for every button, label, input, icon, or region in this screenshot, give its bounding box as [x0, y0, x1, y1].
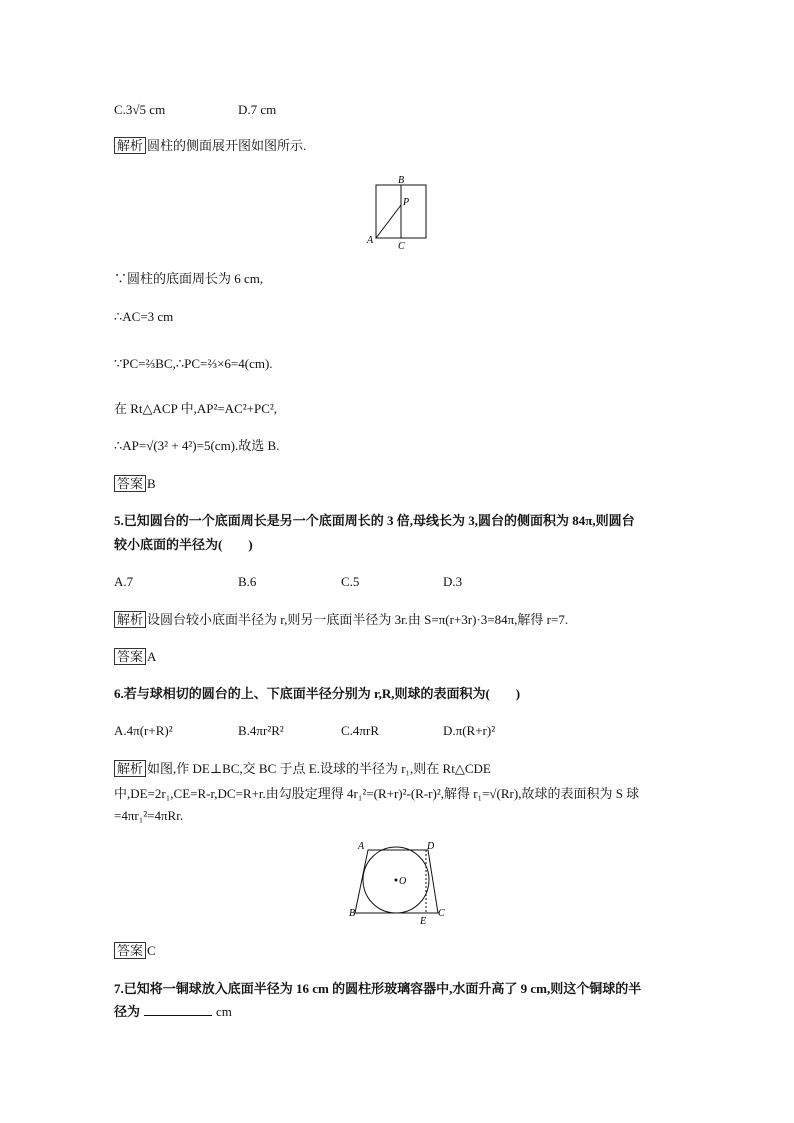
- question-7-stem: 7.已知将一铜球放入底面半径为 16 cm 的圆柱形玻璃容器中,水面升高了 9 cm,则这个铜球的半: [114, 981, 642, 996]
- q6-option-a: A.4π(r+R)²: [114, 723, 173, 738]
- q6-analysis-line-3: =4πr₁²=4πRr.: [114, 808, 184, 823]
- step-4: 在 Rt△ACP 中,AP²=AC²+PC²,: [114, 401, 278, 416]
- label-a: A: [358, 841, 365, 852]
- q7-stem-prefix: 径为: [114, 1004, 141, 1019]
- option-d: D.7 cm: [238, 102, 277, 117]
- q6-answer-line: [114, 942, 156, 960]
- answer-line: [114, 475, 156, 493]
- step-2: ∴AC=3 cm: [114, 309, 174, 324]
- q6-answer-value: C: [147, 943, 156, 958]
- label-b: B: [398, 175, 405, 186]
- answer-tag: 答案: [114, 942, 146, 959]
- q5-answer-line: [114, 648, 156, 666]
- line-ap: [376, 205, 401, 238]
- q6-analysis-line-2: 中,DE=2r₁,CE=R-r,DC=R+r.由勾股定理得 4r₁²=(R+r)²-(R-r)²,解得 r₁=√(Rr),故球的表面积为 S 球: [114, 786, 640, 801]
- label-d: D: [427, 841, 435, 852]
- analysis-tag: 解析: [114, 137, 146, 154]
- q5-option-c: C.5: [341, 574, 360, 589]
- question-7-stem-cont: [114, 1003, 232, 1021]
- q5-option-b: B.6: [238, 574, 257, 589]
- label-e: E: [420, 916, 427, 927]
- q5-option-d: D.3: [443, 574, 463, 589]
- q6-option-b: B.4πr²R²: [238, 723, 284, 738]
- question-6-stem: 6.若与球相切的圆台的上、下底面半径分别为 r,R,则球的表面积为( ): [114, 686, 521, 701]
- q6-option-d: D.π(R+r)²: [443, 723, 496, 738]
- q5-analysis-line: [114, 611, 568, 629]
- center-o: [395, 879, 398, 882]
- answer-blank[interactable]: [144, 1003, 212, 1016]
- question-5-stem-cont: 较小底面的半径为( ): [114, 537, 253, 552]
- option-c: C.3√5 cm: [114, 102, 166, 117]
- step-3: ∵PC=⅔BC,∴PC=⅔×6=4(cm).: [114, 356, 273, 371]
- q5-analysis-text: 设圆台较小底面半径为 r,则另一底面半径为 3r.由 S=π(r+3r)·3=84π,解得 r=7.: [147, 612, 569, 627]
- answer-tag: 答案: [114, 648, 146, 665]
- q6-analysis-line-1: [114, 760, 491, 778]
- q6-option-c: C.4πrR: [341, 723, 379, 738]
- step-5: ∴AP=√(3² + 4²)=5(cm).故选 B.: [114, 438, 280, 453]
- analysis-tag: 解析: [114, 760, 146, 777]
- label-p: P: [403, 197, 410, 208]
- analysis-text: 圆柱的侧面展开图如图所示.: [147, 138, 307, 153]
- label-o: O: [399, 876, 407, 887]
- q5-option-a: A.7: [114, 574, 134, 589]
- question-5-stem: 5.已知圆台的一个底面周长是另一个底面周长的 3 倍,母线长为 3,圆台的侧面积为 84π,则圆台: [114, 513, 635, 528]
- answer-tag: 答案: [114, 475, 146, 492]
- analysis-tag: 解析: [114, 611, 146, 628]
- label-a: A: [367, 235, 374, 246]
- analysis-line: [114, 137, 306, 155]
- answer-value: B: [147, 476, 156, 491]
- label-c: C: [398, 241, 405, 252]
- q6-analysis-text-1: 如图,作 DE⊥BC,交 BC 于点 E.设球的半径为 r₁,则在 Rt△CDE: [147, 761, 491, 776]
- q7-unit: cm: [216, 1004, 232, 1019]
- label-b: B: [349, 908, 356, 919]
- cylinder-net-figure: [360, 172, 435, 252]
- q5-answer-value: A: [147, 649, 157, 664]
- step-1: ∵圆柱的底面周长为 6 cm,: [114, 271, 264, 286]
- frustum-sphere-figure: [340, 834, 458, 932]
- label-c: C: [438, 908, 445, 919]
